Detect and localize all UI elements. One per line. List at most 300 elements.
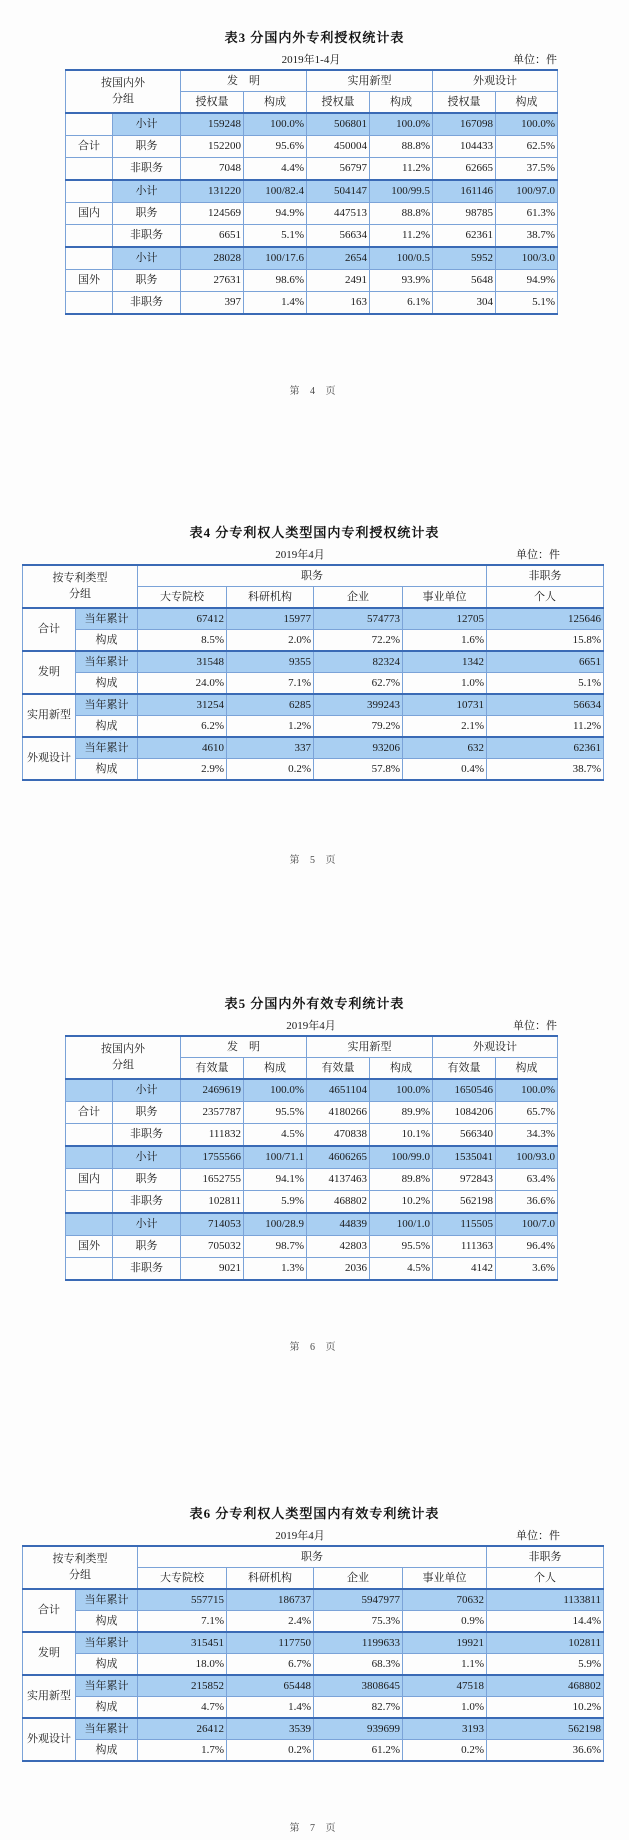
- value-cell: 1.0%: [403, 1697, 487, 1719]
- stub-header-line: 按国内外: [101, 1042, 145, 1055]
- value-cell: 10.2%: [370, 1191, 433, 1214]
- group-label-spacer: [66, 1258, 113, 1281]
- row-label: 小计: [113, 180, 181, 203]
- table-row: [66, 1169, 558, 1191]
- value-cell: 562198: [487, 1718, 604, 1740]
- value-cell: 1650546: [433, 1079, 496, 1102]
- value-cell: 34.3%: [496, 1124, 558, 1147]
- value-cell: 152200: [181, 136, 244, 158]
- row-label: 当年累计: [76, 737, 138, 759]
- group-label-spacer: [66, 292, 113, 315]
- value-cell: 26412: [138, 1718, 227, 1740]
- value-cell: 632: [403, 737, 487, 759]
- column-header: 个人: [487, 1568, 604, 1590]
- value-cell: 100.0%: [496, 113, 558, 136]
- table-row: [23, 694, 604, 716]
- table6-title: 表6 分专利权人类型国内有效专利统计表: [189, 1506, 440, 1521]
- value-cell: 100.0%: [244, 1079, 307, 1102]
- value-cell: 186737: [227, 1589, 314, 1611]
- table-row: [23, 759, 604, 781]
- table-row: [23, 716, 604, 738]
- stat-table-t6: [22, 1545, 604, 1762]
- column-header: 构成: [244, 1058, 307, 1080]
- value-cell: 2.0%: [227, 630, 314, 652]
- row-label: 小计: [113, 1079, 181, 1102]
- value-cell: 95.5%: [370, 1236, 433, 1258]
- value-cell: 972843: [433, 1169, 496, 1191]
- value-cell: 304: [433, 292, 496, 315]
- column-header: 构成: [370, 1058, 433, 1080]
- value-cell: 4606265: [307, 1146, 370, 1169]
- value-cell: 566340: [433, 1124, 496, 1147]
- value-cell: 11.2%: [370, 158, 433, 181]
- value-cell: 15.8%: [487, 630, 604, 652]
- row-label: 当年累计: [76, 694, 138, 716]
- value-cell: 100.0%: [244, 113, 307, 136]
- column-header: 有效量: [181, 1058, 244, 1080]
- value-cell: 14.4%: [487, 1611, 604, 1633]
- value-cell: 1342: [403, 651, 487, 673]
- group-label-spacer: [66, 1213, 113, 1236]
- column-header: 有效量: [307, 1058, 370, 1080]
- value-cell: 2.1%: [403, 716, 487, 738]
- row-label: 职务: [113, 1236, 181, 1258]
- value-cell: 62.5%: [496, 136, 558, 158]
- table-row: [66, 158, 558, 181]
- value-cell: 0.4%: [403, 759, 487, 781]
- group-column-header: 外观设计: [433, 70, 558, 92]
- value-cell: 0.2%: [227, 759, 314, 781]
- row-label: 职务: [113, 136, 181, 158]
- value-cell: 4.5%: [244, 1124, 307, 1147]
- value-cell: 1199633: [314, 1632, 403, 1654]
- value-cell: 100/99.5: [370, 180, 433, 203]
- group-label: 合计: [66, 136, 113, 158]
- value-cell: 95.6%: [244, 136, 307, 158]
- value-cell: 1.3%: [244, 1258, 307, 1281]
- value-cell: 11.2%: [370, 225, 433, 248]
- period-label: 2019年4月: [275, 1530, 325, 1542]
- row-label: 构成: [76, 759, 138, 781]
- group-label-spacer: [66, 1146, 113, 1169]
- row-label: 构成: [76, 1611, 138, 1633]
- unit-label: 单位：件: [516, 1530, 560, 1542]
- value-cell: 56634: [307, 225, 370, 248]
- value-cell: 18.0%: [138, 1654, 227, 1676]
- value-cell: 3193: [403, 1718, 487, 1740]
- value-cell: 96.4%: [496, 1236, 558, 1258]
- row-label: 构成: [76, 1654, 138, 1676]
- table-row: [66, 1191, 558, 1214]
- value-cell: 67412: [138, 608, 227, 630]
- value-cell: 1652755: [181, 1169, 244, 1191]
- value-cell: 36.6%: [496, 1191, 558, 1214]
- value-cell: 98.6%: [244, 270, 307, 292]
- value-cell: 10.1%: [370, 1124, 433, 1147]
- value-cell: 100/99.0: [370, 1146, 433, 1169]
- stub-header-line: 按专利类型: [52, 571, 108, 584]
- value-cell: 939699: [314, 1718, 403, 1740]
- value-cell: 70632: [403, 1589, 487, 1611]
- table-row: [66, 247, 558, 270]
- table-row: [66, 1102, 558, 1124]
- table3-title: 表3 分国内外专利授权统计表: [224, 30, 405, 45]
- column-header: 构成: [496, 1058, 558, 1080]
- value-cell: 94.9%: [496, 270, 558, 292]
- value-cell: 5.9%: [244, 1191, 307, 1214]
- value-cell: 4610: [138, 737, 227, 759]
- value-cell: 98785: [433, 203, 496, 225]
- value-cell: 98.7%: [244, 1236, 307, 1258]
- table-row: [23, 1589, 604, 1611]
- row-label: 小计: [113, 247, 181, 270]
- group-label: 合计: [23, 1589, 76, 1632]
- value-cell: 5648: [433, 270, 496, 292]
- value-cell: 100/1.0: [370, 1213, 433, 1236]
- value-cell: 399243: [314, 694, 403, 716]
- table-row: [23, 673, 604, 695]
- value-cell: 315451: [138, 1632, 227, 1654]
- group-label: 合计: [23, 608, 76, 651]
- value-cell: 31548: [138, 651, 227, 673]
- value-cell: 36.6%: [487, 1740, 604, 1762]
- value-cell: 88.8%: [370, 136, 433, 158]
- value-cell: 94.9%: [244, 203, 307, 225]
- value-cell: 93206: [314, 737, 403, 759]
- value-cell: 72.2%: [314, 630, 403, 652]
- group-label: 国内: [66, 203, 113, 225]
- table-row: [66, 113, 558, 136]
- group-label: 实用新型: [23, 694, 76, 737]
- value-cell: 9355: [227, 651, 314, 673]
- value-cell: 44839: [307, 1213, 370, 1236]
- value-cell: 88.8%: [370, 203, 433, 225]
- value-cell: 0.9%: [403, 1611, 487, 1633]
- value-cell: 100/97.0: [496, 180, 558, 203]
- table-row: [66, 136, 558, 158]
- value-cell: 57.8%: [314, 759, 403, 781]
- table-row: [66, 225, 558, 248]
- value-cell: 1.7%: [138, 1740, 227, 1762]
- table5-meta: [65, 1017, 557, 1033]
- table-row: [23, 630, 604, 652]
- period-label: 2019年4月: [275, 549, 325, 561]
- value-cell: 100/82.4: [244, 180, 307, 203]
- row-label: 非职务: [113, 292, 181, 315]
- value-cell: 3539: [227, 1718, 314, 1740]
- group-label-spacer: [66, 1079, 113, 1102]
- group-label: 发明: [23, 651, 76, 694]
- value-cell: 1.2%: [227, 716, 314, 738]
- period-label: 2019年4月: [286, 1020, 336, 1032]
- group-column-header: 实用新型: [307, 70, 433, 92]
- value-cell: 2357787: [181, 1102, 244, 1124]
- period-label: 2019年1-4月: [281, 54, 341, 66]
- value-cell: 100.0%: [370, 1079, 433, 1102]
- table4-title: 表4 分专利权人类型国内专利授权统计表: [189, 525, 440, 540]
- value-cell: 0.2%: [227, 1740, 314, 1762]
- column-header: 个人: [487, 587, 604, 609]
- value-cell: 95.5%: [244, 1102, 307, 1124]
- group-column-header: 发 明: [181, 70, 307, 92]
- value-cell: 19921: [403, 1632, 487, 1654]
- row-label: 当年累计: [76, 608, 138, 630]
- value-cell: 10.2%: [487, 1697, 604, 1719]
- group-label: 国外: [66, 1236, 113, 1258]
- value-cell: 75.3%: [314, 1611, 403, 1633]
- value-cell: 100/0.5: [370, 247, 433, 270]
- group-label-spacer: [66, 1191, 113, 1214]
- value-cell: 6.2%: [138, 716, 227, 738]
- value-cell: 2.9%: [138, 759, 227, 781]
- row-label: 构成: [76, 630, 138, 652]
- value-cell: 56797: [307, 158, 370, 181]
- value-cell: 79.2%: [314, 716, 403, 738]
- value-cell: 115505: [433, 1213, 496, 1236]
- value-cell: 10731: [403, 694, 487, 716]
- value-cell: 100/71.1: [244, 1146, 307, 1169]
- value-cell: 705032: [181, 1236, 244, 1258]
- row-label: 非职务: [113, 225, 181, 248]
- value-cell: 3.6%: [496, 1258, 558, 1281]
- value-cell: 1.4%: [244, 292, 307, 315]
- row-label: 构成: [76, 1740, 138, 1762]
- group-label: 发明: [23, 1632, 76, 1675]
- row-label: 当年累计: [76, 1589, 138, 1611]
- value-cell: 82324: [314, 651, 403, 673]
- value-cell: 557715: [138, 1589, 227, 1611]
- column-header: 大专院校: [138, 1568, 227, 1590]
- group-label: 外观设计: [23, 737, 76, 780]
- stub-header-line: 分组: [69, 1568, 91, 1581]
- group-label: 合计: [66, 1102, 113, 1124]
- row-label: 非职务: [113, 1258, 181, 1281]
- value-cell: 504147: [307, 180, 370, 203]
- table-row: [23, 1675, 604, 1697]
- group-label-spacer: [66, 247, 113, 270]
- value-cell: 1.6%: [403, 630, 487, 652]
- value-cell: 62.7%: [314, 673, 403, 695]
- value-cell: 7.1%: [138, 1611, 227, 1633]
- table-row: [23, 737, 604, 759]
- column-header: 企业: [314, 587, 403, 609]
- value-cell: 159248: [181, 113, 244, 136]
- value-cell: 111363: [433, 1236, 496, 1258]
- table3-meta: [65, 51, 557, 67]
- value-cell: 562198: [433, 1191, 496, 1214]
- row-label: 构成: [76, 716, 138, 738]
- page-number: 第 7 页: [289, 1823, 340, 1834]
- header-row: [23, 1546, 604, 1568]
- column-header: 事业单位: [403, 587, 487, 609]
- value-cell: 506801: [307, 113, 370, 136]
- value-cell: 47518: [403, 1675, 487, 1697]
- value-cell: 161146: [433, 180, 496, 203]
- value-cell: 6651: [181, 225, 244, 248]
- column-header: 授权量: [433, 92, 496, 114]
- table5-title: 表5 分国内外有效专利统计表: [224, 996, 405, 1011]
- table-row: [23, 1718, 604, 1740]
- value-cell: 100/17.6: [244, 247, 307, 270]
- group-label-spacer: [66, 180, 113, 203]
- value-cell: 68.3%: [314, 1654, 403, 1676]
- value-cell: 104433: [433, 136, 496, 158]
- table-row: [66, 203, 558, 225]
- column-header: 授权量: [307, 92, 370, 114]
- stub-header-line: 分组: [112, 92, 134, 105]
- value-cell: 5.9%: [487, 1654, 604, 1676]
- value-cell: 63.4%: [496, 1169, 558, 1191]
- value-cell: 1755566: [181, 1146, 244, 1169]
- value-cell: 163: [307, 292, 370, 315]
- value-cell: 4651104: [307, 1079, 370, 1102]
- value-cell: 1.4%: [227, 1697, 314, 1719]
- table-row: [23, 1611, 604, 1633]
- value-cell: 27631: [181, 270, 244, 292]
- value-cell: 2469619: [181, 1079, 244, 1102]
- value-cell: 7048: [181, 158, 244, 181]
- value-cell: 89.9%: [370, 1102, 433, 1124]
- table-row: [66, 270, 558, 292]
- value-cell: 11.2%: [487, 716, 604, 738]
- value-cell: 5947977: [314, 1589, 403, 1611]
- header-row: [66, 70, 558, 92]
- table-row: [23, 1632, 604, 1654]
- value-cell: 1.1%: [403, 1654, 487, 1676]
- value-cell: 82.7%: [314, 1697, 403, 1719]
- row-label: 职务: [113, 270, 181, 292]
- value-cell: 714053: [181, 1213, 244, 1236]
- value-cell: 28028: [181, 247, 244, 270]
- column-header: 构成: [244, 92, 307, 114]
- value-cell: 100/28.9: [244, 1213, 307, 1236]
- value-cell: 1133811: [487, 1589, 604, 1611]
- value-cell: 62361: [487, 737, 604, 759]
- value-cell: 4.5%: [370, 1258, 433, 1281]
- group-label-spacer: [66, 113, 113, 136]
- value-cell: 468802: [487, 1675, 604, 1697]
- column-header: 授权量: [181, 92, 244, 114]
- value-cell: 2654: [307, 247, 370, 270]
- table5-section: [0, 993, 629, 1281]
- group-label-spacer: [66, 158, 113, 181]
- value-cell: 0.2%: [403, 1740, 487, 1762]
- row-label: 小计: [113, 1213, 181, 1236]
- value-cell: 2491: [307, 270, 370, 292]
- table-row: [23, 1654, 604, 1676]
- value-cell: 61.2%: [314, 1740, 403, 1762]
- value-cell: 5952: [433, 247, 496, 270]
- column-header: 企业: [314, 1568, 403, 1590]
- page-number: 第 4 页: [289, 386, 340, 397]
- table-row: [66, 292, 558, 315]
- value-cell: 102811: [487, 1632, 604, 1654]
- table-row: [23, 1697, 604, 1719]
- group-label: 实用新型: [23, 1675, 76, 1718]
- row-label: 构成: [76, 673, 138, 695]
- value-cell: 100.0%: [496, 1079, 558, 1102]
- value-cell: 2.4%: [227, 1611, 314, 1633]
- value-cell: 42803: [307, 1236, 370, 1258]
- value-cell: 102811: [181, 1191, 244, 1214]
- value-cell: 447513: [307, 203, 370, 225]
- table-row: [66, 1146, 558, 1169]
- value-cell: 38.7%: [496, 225, 558, 248]
- value-cell: 6.1%: [370, 292, 433, 315]
- table-row: [23, 651, 604, 673]
- column-header: 有效量: [433, 1058, 496, 1080]
- value-cell: 131220: [181, 180, 244, 203]
- row-label: 职务: [113, 1102, 181, 1124]
- value-cell: 8.5%: [138, 630, 227, 652]
- table6-section: [0, 1503, 629, 1762]
- value-cell: 7.1%: [227, 673, 314, 695]
- stat-table-t5: [65, 1035, 558, 1281]
- value-cell: 1084206: [433, 1102, 496, 1124]
- value-cell: 2036: [307, 1258, 370, 1281]
- column-header: 构成: [370, 92, 433, 114]
- value-cell: 37.5%: [496, 158, 558, 181]
- header-row: [66, 1036, 558, 1058]
- table-row: [23, 1740, 604, 1762]
- group-label-spacer: [66, 1124, 113, 1147]
- row-label: 非职务: [113, 158, 181, 181]
- value-cell: 6285: [227, 694, 314, 716]
- stub-header: [66, 1036, 181, 1079]
- value-cell: 5.1%: [487, 673, 604, 695]
- page-number: 第 6 页: [289, 1342, 340, 1353]
- value-cell: 4180266: [307, 1102, 370, 1124]
- value-cell: 4142: [433, 1258, 496, 1281]
- value-cell: 56634: [487, 694, 604, 716]
- stub-header: [23, 565, 138, 608]
- row-label: 当年累计: [76, 1718, 138, 1740]
- table-row: [66, 1213, 558, 1236]
- value-cell: 4.4%: [244, 158, 307, 181]
- column-header: 大专院校: [138, 587, 227, 609]
- value-cell: 65.7%: [496, 1102, 558, 1124]
- table-row: [66, 180, 558, 203]
- group-label-spacer: [66, 225, 113, 248]
- unit-label: 单位：件: [513, 54, 557, 66]
- row-label: 小计: [113, 113, 181, 136]
- value-cell: 5.1%: [244, 225, 307, 248]
- value-cell: 100/7.0: [496, 1213, 558, 1236]
- table-row: [66, 1124, 558, 1147]
- value-cell: 215852: [138, 1675, 227, 1697]
- value-cell: 574773: [314, 608, 403, 630]
- row-label: 非职务: [113, 1191, 181, 1214]
- value-cell: 397: [181, 292, 244, 315]
- group-column-header: 实用新型: [307, 1036, 433, 1058]
- group-column-header: 非职务: [487, 565, 604, 587]
- header-row: [23, 565, 604, 587]
- row-label: 构成: [76, 1697, 138, 1719]
- value-cell: 1535041: [433, 1146, 496, 1169]
- value-cell: 468802: [307, 1191, 370, 1214]
- stub-header-line: 按国内外: [101, 76, 145, 89]
- group-column-header: 非职务: [487, 1546, 604, 1568]
- value-cell: 94.1%: [244, 1169, 307, 1191]
- value-cell: 6651: [487, 651, 604, 673]
- group-label: 外观设计: [23, 1718, 76, 1761]
- column-header: 科研机构: [227, 1568, 314, 1590]
- value-cell: 3808645: [314, 1675, 403, 1697]
- stub-header: [23, 1546, 138, 1589]
- value-cell: 62361: [433, 225, 496, 248]
- row-label: 当年累计: [76, 1632, 138, 1654]
- value-cell: 12705: [403, 608, 487, 630]
